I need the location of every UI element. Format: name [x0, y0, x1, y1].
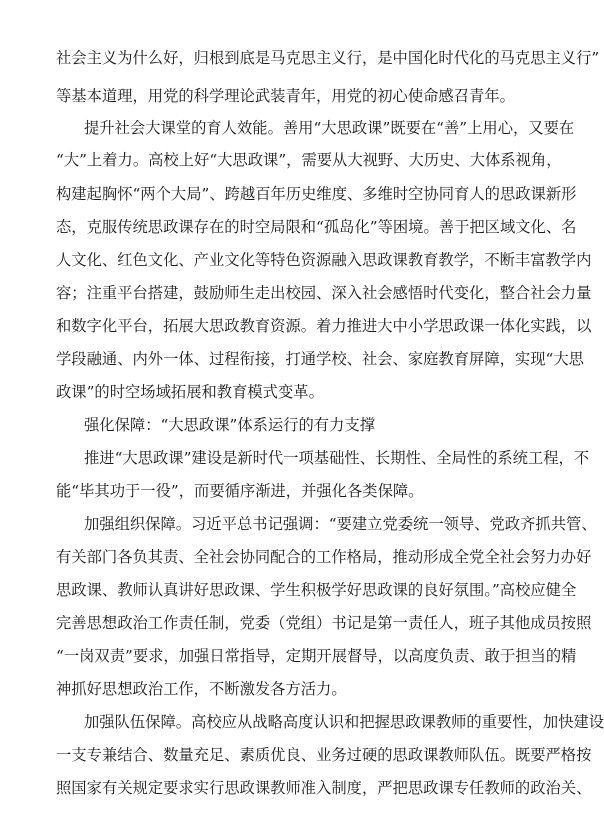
text-line: 学段融通、内外一体、过程衔接，打通学校、社会、家庭教育屏障，实现“大思: [56, 350, 584, 368]
paragraph-start-line: 提升社会大课堂的育人效能。善用“大思政课”既要在“善”上用心，又要在: [84, 119, 575, 137]
text-line: 神抓好思想政治工作，不断激发各方活力。: [56, 680, 347, 698]
section-heading: 强化保障：“大思政课”体系运行的有力支撑: [84, 416, 375, 434]
text-line: 社会主义为什么好，归根到底是马克思主义行，是中国化时代化的马克思主义行”: [56, 49, 600, 67]
text-line: 人文化、红色文化、产业文化等特色资源融入思政课教育教学，不断丰富教学内: [56, 251, 592, 269]
text-line: 思政课、教师认真讲好思政课、学生积极学好思政课的良好氛围。”高校应健全: [56, 581, 577, 599]
text-line: 构建起胸怀“两个大局”、跨越百年历史维度、多维时空协同育人的思政课新形: [56, 185, 577, 203]
text-line: 能“毕其功于一役”，而要循序渐进，并强化各类保障。: [56, 482, 424, 500]
text-line: 和数字化平台，拓展大思政教育资源。着力推进大中小学思政课一体化实践，以: [56, 317, 592, 335]
text-line: 完善思想政治工作责任制，党委（党组）书记是第一责任人，班子其他成员按照: [56, 614, 592, 632]
paragraph-start-line: 推进“大思政课”建设是新时代一项基础性、长期性、全局性的系统工程，不: [84, 449, 590, 467]
text-line: 态，克服传统思政课存在的时空局限和“孤岛化”等困境。善于把区域文化、名: [56, 218, 577, 236]
text-line: “大”上着力。高校上好“大思政课”，需要从大视野、大历史、大体系视角，: [56, 151, 562, 169]
text-line: 照国家有关规定要求实行思政课教师准入制度，严把思政课专任教师的政治关、: [56, 779, 592, 797]
paragraph-start-line: 加强组织保障。习近平总书记强调：“要建立党委统一领导、党政齐抓共管、: [84, 515, 597, 533]
text-line: 有关部门各负其责、全社会协同配合的工作格局，推动形成全党全社会努力办好: [56, 548, 592, 566]
text-line: 一支专兼结合、数量充足、素质优良、业务过硬的思政课教师队伍。既要严格按: [56, 746, 592, 764]
text-line: 等基本道理，用党的科学理论武装青年，用党的初心使命感召青年。: [56, 87, 515, 105]
paragraph-start-line: 加强队伍保障。高校应从战略高度认识和把握思政课教师的重要性，加快建设: [84, 713, 604, 731]
text-line: 容；注重平台搭建，鼓励师生走出校园、深入社会感悟时代变化，整合社会力量: [56, 284, 592, 302]
text-line: 政课”的时空场域拓展和教育模式变革。: [56, 383, 324, 401]
text-line: “一岗双责”要求，加强日常指导，定期开展督导，以高度负责、敢于担当的精: [56, 647, 577, 665]
